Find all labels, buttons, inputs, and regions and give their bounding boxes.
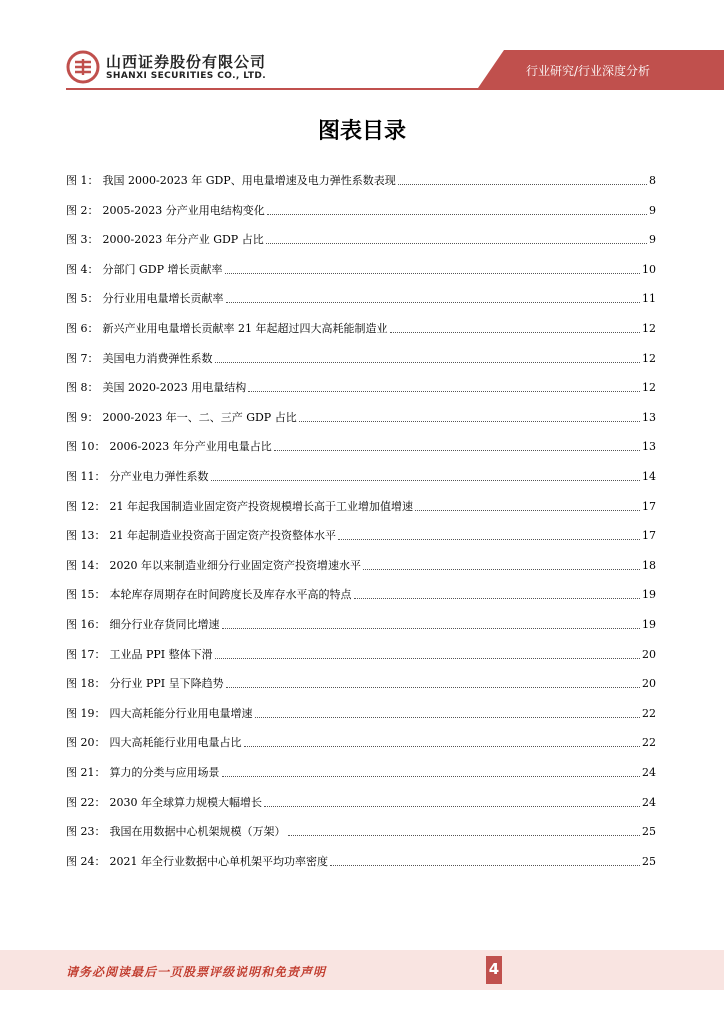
toc-entry[interactable] [66,790,656,810]
toc-entry-label: 图 10： [66,440,106,454]
toc-entry-label: 图 24： [66,854,106,868]
toc-entry-page: 18 [642,558,656,572]
toc-entry[interactable] [66,642,656,662]
company-name-cn: 山西证券股份有限公司 [106,53,267,71]
toc-entry-title: 21 年起制造业投资高于固定资产投资整体水平 [109,529,336,543]
toc-entry[interactable] [66,227,656,247]
toc-entry[interactable] [66,464,656,484]
toc-entry-page: 11 [642,292,656,306]
toc-entry-label: 图 14： [66,558,106,572]
toc-entry-page: 25 [642,854,656,868]
toc-entry[interactable] [66,405,656,425]
toc-entry-page: 22 [642,706,656,720]
toc-entry-page: 12 [642,381,656,395]
toc-entry[interactable] [66,434,656,454]
toc-entry-page: 17 [642,529,656,543]
toc-dot-leader [248,390,640,392]
toc-entry-label: 图 13： [66,529,106,543]
toc-entry-page: 13 [642,410,656,424]
toc-entry-page: 12 [642,351,656,365]
toc-entry-title: 工业品 PPI 整体下滑 [109,647,213,661]
toc-entry-title: 分行业 PPI 呈下降趋势 [109,677,224,691]
toc-entry-page: 14 [642,470,656,483]
toc-entry-title: 2021 年全行业数据中心单机架平均功率密度 [109,854,328,868]
header-divider [66,88,724,90]
toc-dot-leader [255,716,641,718]
toc-entry[interactable] [66,523,656,543]
toc-entry-page: 19 [642,588,656,602]
toc-dot-leader [288,834,641,836]
toc-dot-leader [390,331,641,333]
toc-entry-label: 图 21： [66,766,106,779]
toc-entry-label: 图 19： [66,706,106,720]
toc-entry-page: 20 [642,647,656,661]
toc-entry[interactable] [66,582,656,602]
toc-dot-leader [398,183,647,185]
toc-entry[interactable] [66,553,656,573]
toc-dot-leader [222,627,641,629]
page-title: 图表目录 [317,119,406,144]
toc-entry[interactable] [66,819,656,839]
toc-entry-label: 图 16： [66,618,106,631]
toc-entry-page: 22 [642,736,656,750]
toc-dot-leader [267,213,647,215]
toc-entry[interactable] [66,671,656,691]
toc-entry[interactable] [66,168,656,188]
toc-entry-title: 我国在用数据中心机架规模（万架） [109,825,286,839]
toc-entry-label: 图 7： [66,351,99,365]
toc-entry[interactable] [66,316,656,336]
toc-entry-page: 13 [642,440,656,454]
toc-entry-title: 本轮库存周期存在时间跨度长及库存水平高的特点 [109,588,352,602]
toc-dot-leader [266,242,647,244]
toc-entry-label: 图 2： [66,203,99,217]
toc-entry-title: 2000-2023 年一、二、三产 GDP 占比 [102,410,297,424]
toc-dot-leader [299,420,640,422]
toc-entry-page: 19 [642,618,656,631]
toc-entry-page: 24 [642,795,656,809]
toc-entry-label: 图 15： [66,588,106,602]
toc-entry-page: 20 [642,677,656,691]
toc-entry-title: 分产业电力弹性系数 [109,470,209,483]
company-name-en: SHANXI SECURITIES CO., LTD. [106,71,267,81]
section-label: 行业研究/行业深度分析 [526,64,651,78]
toc-entry-page: 9 [649,233,656,247]
toc-dot-leader [226,686,640,688]
toc-entry-title: 我国 2000-2023 年 GDP、用电量增速及电力弹性系数表现 [102,174,396,187]
toc-entry-title: 美国 2020-2023 用电量结构 [102,381,247,395]
toc-entry-label: 图 20： [66,736,106,750]
toc-entry-title: 2006-2023 年分产业用电量占比 [109,440,272,454]
toc-entry-title: 新兴产业用电量增长贡献率 21 年起超过四大高耗能制造业 [102,322,388,335]
toc-entry-title: 分行业用电量增长贡献率 [102,292,224,306]
toc-entry-label: 图 6： [66,322,99,335]
toc-entry[interactable] [66,257,656,277]
toc-entry-title: 21 年起我国制造业固定资产投资规模增长高于工业增加值增速 [109,499,413,513]
toc-entry-page: 24 [642,766,656,779]
toc-dot-leader [264,805,640,807]
toc-entry[interactable] [66,375,656,395]
toc-entry-title: 2020 年以来制造业细分行业固定资产投资增速水平 [109,558,361,572]
toc-entry-label: 图 11： [66,470,106,483]
toc-entry-page: 12 [642,322,656,335]
toc-dot-leader [215,657,640,659]
toc-entry-title: 2000-2023 年分产业 GDP 占比 [102,233,264,247]
toc-dot-leader [244,745,641,747]
toc-dot-leader [354,597,641,599]
page-header [0,0,724,100]
toc-entry[interactable] [66,198,656,218]
toc-dot-leader [222,775,641,777]
toc-dot-leader [415,509,640,511]
toc-entry-title: 2005-2023 分产业用电结构变化 [102,203,265,217]
toc-entry-label: 图 23： [66,825,106,839]
toc-entry-label: 图 18： [66,677,106,691]
toc-entry-label: 图 22： [66,795,106,809]
toc-dot-leader [215,361,641,363]
toc-entry-title: 四大高耗能分行业用电量增速 [109,706,253,720]
toc-dot-leader [330,864,640,866]
toc-entry[interactable] [66,760,656,780]
toc-entry[interactable] [66,701,656,721]
toc-entry-page: 9 [649,203,656,217]
toc-entry-page: 10 [642,262,656,276]
page-footer [0,950,724,990]
toc-entry-title: 美国电力消费弹性系数 [102,351,213,365]
page-number: 4 [488,960,500,978]
toc-dot-leader [211,479,641,481]
toc-entry-label: 图 3： [66,233,99,247]
toc-dot-leader [226,301,641,303]
disclaimer-text: 请务必阅读最后一页股票评级说明和免责声明 [66,965,327,979]
toc-entry-label: 图 8： [66,381,99,395]
toc-entry-page: 17 [642,499,656,513]
toc-entry-label: 图 17： [66,647,106,661]
toc-entry-label: 图 1： [66,174,99,187]
toc-dot-leader [225,272,640,274]
toc-dot-leader [338,538,640,540]
toc-entry[interactable] [66,346,656,366]
toc-entry-title: 2030 年全球算力规模大幅增长 [109,795,262,809]
toc-dot-leader [363,568,640,570]
toc-entry-label: 图 12： [66,499,106,513]
toc-entry-label: 图 5： [66,292,99,306]
toc-entry-page: 8 [649,174,656,187]
toc-entry[interactable] [66,494,656,514]
toc-entry[interactable] [66,849,656,869]
toc-entry-title: 分部门 GDP 增长贡献率 [102,262,223,276]
toc-entry-label: 图 9： [66,410,99,424]
toc-entry-title: 四大高耗能行业用电量占比 [109,736,242,750]
shanxi-securities-logo-icon [66,50,100,84]
toc-entry[interactable] [66,730,656,750]
toc-entry-label: 图 4： [66,262,99,276]
toc-entry-page: 25 [642,825,656,839]
toc-dot-leader [274,449,640,451]
toc-entry[interactable] [66,286,656,306]
toc-entry-title: 细分行业存货同比增速 [109,618,220,631]
toc-entry[interactable] [66,612,656,632]
toc-entry-title: 算力的分类与应用场景 [109,766,220,779]
